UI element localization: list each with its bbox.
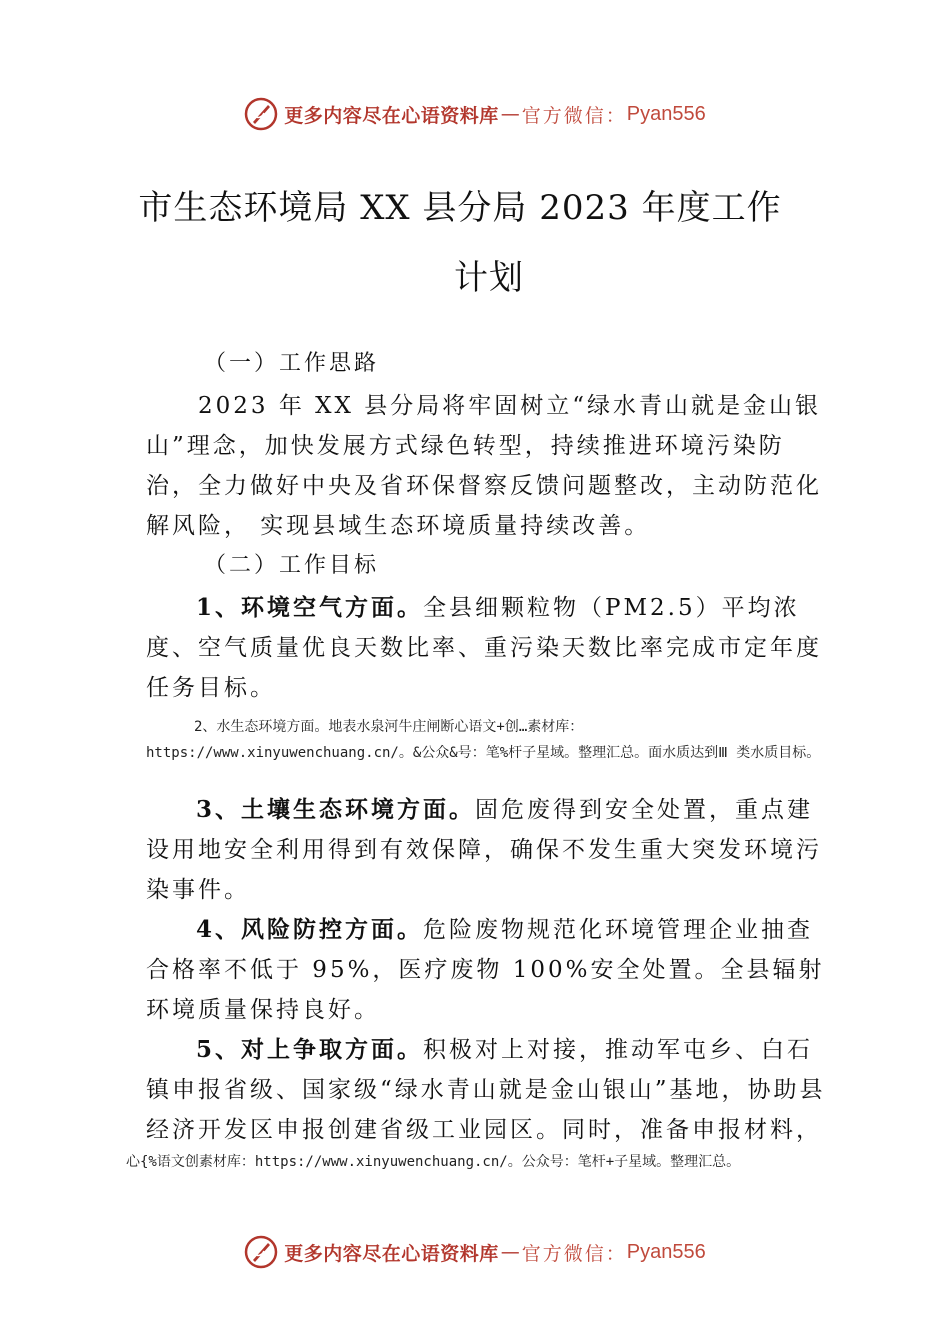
banner-wechat-label: 官方微信：: [521, 104, 627, 127]
page-title-line1: 市生态环境局 XX 县分局 2023 年度工作: [138, 188, 782, 228]
banner-wechat-label: 官方微信：: [521, 1242, 627, 1265]
section1-heading: （一）工作思路: [204, 351, 380, 376]
banner-brand: 更多内容尽在心语资料库: [284, 1242, 499, 1265]
page-title-line2: 计划: [454, 258, 524, 298]
item5-body: 积极对上对接，推动军屯乡、白石镇申报省级、国家级“绿水青山就是金山银山”基地，协助县经济开发区申报创建省级工业园区。同时，准备申报材料，: [146, 1037, 826, 1143]
item1-paragraph: [146, 588, 826, 708]
item2-note: 2、水生态环境方面。地表水泉河牛庄闸断心语文+创…素材库：https://www.xinyuwenchuang.cn/。&公众&号：笔%杆子星域。整理汇总。面水质达到Ⅲ 类水质目标。: [146, 719, 821, 761]
item1-lead: 1、环境空气方面。: [196, 594, 424, 621]
item3-body: 固危废得到安全处置，重点建设用地安全利用得到有效保障，确保不发生重大突发环境污染事件。: [146, 797, 822, 903]
banner-dash: —: [500, 1241, 520, 1263]
quill-seal-icon: [244, 1235, 278, 1269]
footer-note: 心{%语文创素材库：https://www.xinyuwenchuang.cn/。公众号：笔杆+子星域。整理汇总。: [126, 1154, 741, 1170]
item5-paragraph: [146, 1030, 826, 1150]
section2-heading: （二）工作目标: [204, 553, 380, 578]
item3-lead: 3、土壤生态环境方面。: [196, 796, 476, 823]
bottom-banner: [0, 1232, 950, 1272]
banner-dash: —: [500, 103, 520, 125]
section1-body: 2023 年 XX 县分局将牢固树立“绿水青山就是金山银山”理念，加快发展方式绿色转型，持续推进环境污染防治，全力做好中央及省环保督察反馈问题整改，主动防范化解风险， 实现县域生态环境质量持续改善。: [146, 393, 822, 539]
banner-wechat-id: Pyan556: [626, 102, 706, 125]
top-banner: [0, 94, 950, 134]
banner-wechat-id: Pyan556: [626, 1240, 706, 1263]
quill-seal-icon: [244, 97, 278, 131]
item4-lead: 4、风险防控方面。: [196, 916, 424, 943]
item1-body: 全县细颗粒物（PM2.5）平均浓度、空气质量优良天数比率、重污染天数比率完成市定年度任务目标。: [146, 595, 822, 701]
item4-paragraph: [146, 910, 826, 1030]
banner-brand: 更多内容尽在心语资料库: [284, 104, 499, 127]
item4-body: 危险废物规范化环境管理企业抽查合格率不低于 95%，医疗废物 100%安全处置。全县辐射环境质量保持良好。: [146, 917, 825, 1023]
item5-lead: 5、对上争取方面。: [196, 1036, 424, 1063]
item3-paragraph: [146, 790, 826, 910]
